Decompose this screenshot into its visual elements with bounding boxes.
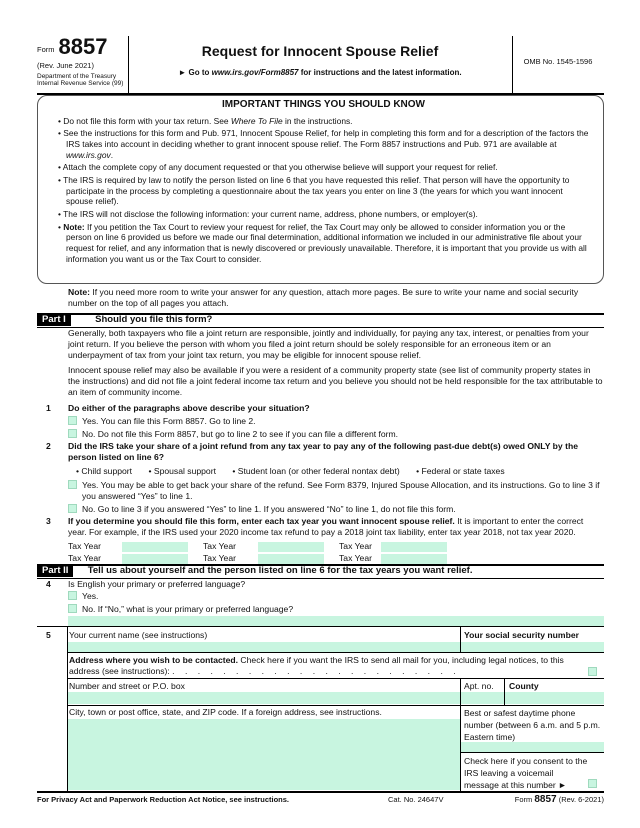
line-2-yes-option: Yes. You may be able to get back your share of the refund. See Form 8379, Injured Spouse Allocation, and its instructions. Go to line 3 if you answered “Yes” to line 1. bbox=[68, 480, 604, 502]
line-3-number: 3 bbox=[46, 516, 51, 526]
line-4-no-option: No. If “No,” what is your primary or preferred language? bbox=[68, 604, 604, 615]
mail-to-address-checkbox[interactable] bbox=[588, 667, 597, 676]
line-2-question: Did the IRS take your share of a joint refund from any tax year to pay any of the following past-due debt(s) owed ONLY by the person listed on line 6? bbox=[68, 441, 578, 463]
omb-number: OMB No. 1545-1596 bbox=[523, 57, 593, 66]
line-4-number: 4 bbox=[46, 579, 51, 589]
tax-year-input[interactable] bbox=[258, 554, 324, 564]
street-input[interactable] bbox=[68, 692, 460, 704]
part2-title: Tell us about yourself and the person listed on line 6 for the tax years you want relief. bbox=[87, 565, 473, 576]
tax-year-label: Tax Year bbox=[339, 541, 372, 551]
tax-year-grid bbox=[68, 541, 604, 565]
phone-input[interactable] bbox=[461, 742, 604, 752]
city-label: City, town or post office, state, and ZIP code. If a foreign address, see instructions. bbox=[69, 707, 382, 717]
street-label: Number and street or P.O. box bbox=[69, 681, 185, 691]
important-bullet: • Do not file this form with your tax return. See Where To File in the instructions. bbox=[58, 115, 353, 126]
phone-label: Best or safest daytime phone number (between 6 a.m. and 5 p.m. Eastern time) bbox=[464, 708, 601, 743]
line-2-no-option: No. Go to line 3 if you answered “Yes” to line 1. If you answered “No” to line 1, do not file this form. bbox=[68, 504, 604, 515]
part2-header bbox=[37, 565, 604, 578]
line-1-yes-option: Yes. You can file this Form 8857. Go to line 2. bbox=[68, 416, 604, 427]
tax-year-label: Tax Year bbox=[203, 553, 236, 563]
line-1-question: Do either of the paragraphs above describe your situation? bbox=[68, 403, 310, 413]
instructions-url[interactable]: www.irs.gov/Form8857 bbox=[211, 68, 299, 77]
tax-year-label: Tax Year bbox=[203, 541, 236, 551]
ssn-label: Your social security number bbox=[464, 630, 579, 640]
line-4-yes-option: Yes. bbox=[68, 591, 604, 602]
important-bullet: • See the instructions for this form and Pub. 971, Innocent Spouse Relief, for help in completing this form and for a description of the factors the IRS takes into account in deciding whether to grant innocent spouse relief. The Form 8857 instructions and Pub. 971 are available at www.irs.gov. bbox=[58, 128, 589, 160]
tax-year-label: Tax Year bbox=[339, 553, 372, 563]
line-2-number: 2 bbox=[46, 441, 51, 451]
line-1-no-option: No. Do not file this Form 8857, but go to line 2 to see if you can file a different form. bbox=[68, 429, 604, 440]
tax-year-input[interactable] bbox=[122, 542, 188, 552]
important-bullet: • The IRS will not disclose the following information: your current name, address, phone numbers, or employer(s). bbox=[58, 209, 478, 220]
line-5-number: 5 bbox=[46, 630, 51, 640]
privacy-notice: For Privacy Act and Paperwork Reduction Act Notice, see instructions. bbox=[37, 795, 290, 804]
debt-types bbox=[76, 466, 604, 477]
line-4-question: Is English your primary or preferred language? bbox=[68, 579, 246, 589]
line-4-yes-checkbox[interactable] bbox=[68, 591, 77, 600]
part2-label: Part II bbox=[37, 565, 73, 577]
treasury-dept: Department of the Treasury bbox=[37, 72, 117, 80]
important-bullet: • Attach the complete copy of any document requested or that you otherwise believe will support your request for relief. bbox=[58, 162, 498, 173]
form-number: 8857 bbox=[58, 34, 108, 59]
part1-paragraph-1: Generally, both taxpayers who file a joint return are responsible, jointly and individually, for paying any tax, interest, or penalties from your joint return. If you believe the person with whom you filed a joint return should be solely responsible for an erroneous item or an underpayment of tax from your joint tax return, you may be eligible for innocent spouse relief. bbox=[68, 328, 589, 361]
form-id-block bbox=[37, 36, 137, 88]
part1-label: Part I bbox=[37, 314, 71, 326]
irs-name: Internal Revenue Service bbox=[37, 80, 110, 88]
tax-year-label: Tax Year bbox=[68, 541, 101, 551]
tax-year-input[interactable] bbox=[258, 542, 324, 552]
debt-item: • Spousal support bbox=[148, 466, 216, 476]
important-heading: IMPORTANT THINGS YOU SHOULD KNOW bbox=[222, 99, 425, 110]
debt-item: • Student loan (or other federal nontax debt) bbox=[232, 466, 400, 476]
instructions-line: ► Go to www.irs.gov/Form8857 for instructions and the latest information. bbox=[178, 68, 462, 77]
line-1-yes-checkbox[interactable] bbox=[68, 416, 77, 425]
form-revision: (Rev. June 2021) bbox=[37, 61, 94, 70]
line-3-instruction: If you determine you should file this form, enter each tax year you want innocent spouse relief. It is important to enter the correct year. For example, if the IRS used your 2020 income tax refund to pay a 2018 joint tax liability, enter tax year 2018, not tax year 2020. bbox=[68, 516, 584, 538]
debt-item: • Federal or state taxes bbox=[416, 466, 505, 476]
address-instruction: Address where you wish to be contacted. Check here if you want the IRS to send all mail for you, including legal notices, to this address (see instructions): . . . . . . . . . . . . . . . . . . . . . . . bbox=[69, 655, 564, 677]
line-1-number: 1 bbox=[46, 403, 51, 413]
part1-header bbox=[37, 314, 604, 327]
voicemail-consent-checkbox[interactable] bbox=[588, 779, 597, 788]
voicemail-label: Check here if you consent to the IRS leaving a voicemail message at this number ► bbox=[464, 756, 588, 791]
county-input[interactable] bbox=[505, 692, 604, 704]
line-2-no-checkbox[interactable] bbox=[68, 504, 77, 513]
ssn-input[interactable] bbox=[461, 642, 604, 652]
important-box bbox=[37, 95, 604, 284]
important-bullet: • The IRS is required by law to notify the person listed on line 6 that you have requested this relief. That person will have the opportunity to participate in the process by completing a questionnaire about the tax years you enter on line 3 (the years for which you want innocent spouse relief). bbox=[58, 175, 570, 207]
preferred-language-input[interactable] bbox=[68, 616, 604, 626]
important-bullet: • Note: If you petition the Tax Court to review your request for relief, the Tax Court may only be allowed to consider information you or the person on line 6 provided us before we made our final determination, additional information we included in our administrative file about your request for relief, and any information that is newly discovered or previously unavailable. Therefore, it is important that you provide us with all information you want us or the Tax Court to consider. bbox=[58, 221, 587, 264]
apt-input[interactable] bbox=[461, 692, 504, 704]
part1-paragraph-2: Innocent spouse relief may also be available if you were a resident of a community property state (see list of community property states in the instructions) and did not file a joint federal income tax return and you believe you should not be held responsible for the tax attributable to an item of community income. bbox=[68, 365, 603, 398]
apt-label: Apt. no. bbox=[464, 681, 494, 691]
line-2-yes-checkbox[interactable] bbox=[68, 480, 77, 489]
tax-year-label: Tax Year bbox=[68, 553, 101, 563]
city-input[interactable] bbox=[68, 719, 460, 790]
form-word: Form bbox=[37, 45, 55, 55]
current-name-input[interactable] bbox=[68, 642, 460, 652]
sequence-number: (99) bbox=[111, 80, 124, 88]
footer-form-id: Form 8857 (Rev. 6-2021) bbox=[514, 794, 604, 805]
part1-title: Should you file this form? bbox=[95, 314, 213, 325]
form-title: Request for Innocent Spouse Relief bbox=[201, 43, 439, 59]
tax-year-input[interactable] bbox=[381, 542, 447, 552]
line-1-no-checkbox[interactable] bbox=[68, 429, 77, 438]
line-4-no-checkbox[interactable] bbox=[68, 604, 77, 613]
debt-item: • Child support bbox=[76, 466, 133, 476]
tax-year-input[interactable] bbox=[122, 554, 188, 564]
catalog-number: Cat. No. 24647V bbox=[388, 795, 444, 804]
attach-pages-note: Note: If you need more room to write your answer for any question, attach more pages. Be sure to write your name and social security number on the top of all pages you attach. bbox=[68, 287, 579, 309]
county-label: County bbox=[509, 681, 539, 691]
tax-year-input[interactable] bbox=[381, 554, 447, 564]
current-name-label: Your current name (see instructions) bbox=[69, 630, 208, 640]
